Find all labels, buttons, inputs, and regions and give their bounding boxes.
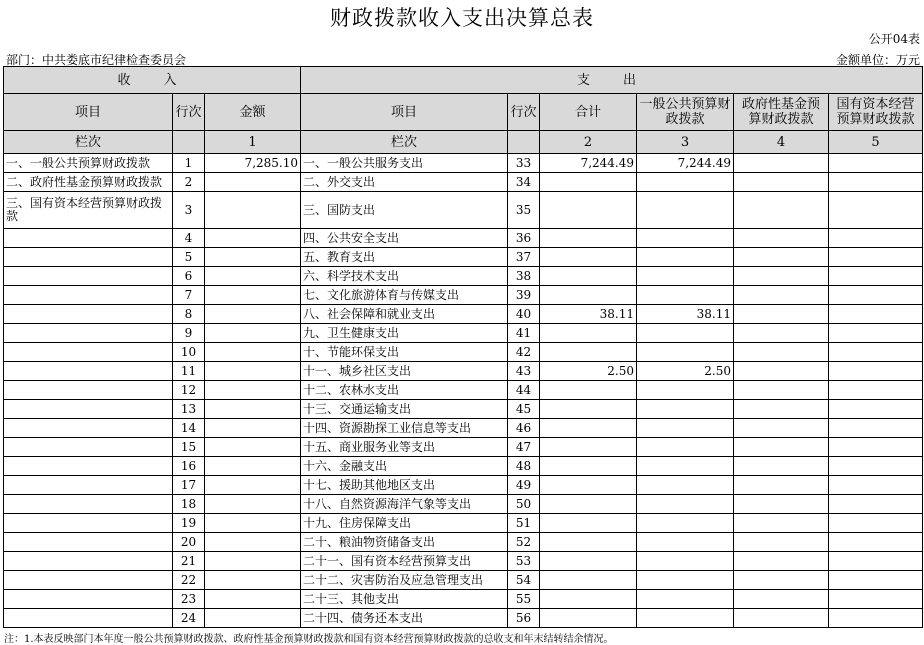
- table-row: [4, 457, 923, 476]
- state-capital-cell: [829, 571, 923, 590]
- expense-item-cell: 十、节能环保支出: [301, 343, 508, 362]
- expense-seq-cell: 46: [508, 419, 540, 438]
- general-budget-cell: [637, 400, 734, 419]
- fund-budget-cell: [734, 419, 829, 438]
- income-seq-cell: 8: [173, 305, 205, 324]
- expense-item-cell: 十二、农林水支出: [301, 381, 508, 400]
- fund-budget-cell: [734, 154, 829, 173]
- income-seq-cell: 3: [173, 192, 205, 229]
- income-item-cell: [4, 552, 173, 571]
- amount-cell: [205, 305, 301, 324]
- table-row: [4, 571, 923, 590]
- general-budget-cell: [637, 571, 734, 590]
- table-row: [4, 381, 923, 400]
- state-capital-cell: [829, 343, 923, 362]
- general-budget-cell: [637, 533, 734, 552]
- income-seq-cell: 5: [173, 248, 205, 267]
- total-cell: [540, 343, 637, 362]
- income-seq-cell: 16: [173, 457, 205, 476]
- total-cell: [540, 400, 637, 419]
- amount-cell: [205, 381, 301, 400]
- amount-cell: [205, 400, 301, 419]
- income-seq-cell: 21: [173, 552, 205, 571]
- table-row: [4, 362, 923, 381]
- table-row: [4, 590, 923, 609]
- income-item-cell: [4, 533, 173, 552]
- fund-budget-cell: [734, 514, 829, 533]
- general-budget-cell: [637, 495, 734, 514]
- expense-seq-cell: 42: [508, 343, 540, 362]
- total-header: 合计: [540, 94, 637, 131]
- state-capital-cell: [829, 192, 923, 229]
- expense-seq-cell: 36: [508, 229, 540, 248]
- income-item-cell: [4, 362, 173, 381]
- general-budget-cell: [637, 286, 734, 305]
- general-budget-cell: [637, 248, 734, 267]
- expense-seq-cell: 45: [508, 400, 540, 419]
- total-cell: [540, 571, 637, 590]
- amount-cell: [205, 248, 301, 267]
- total-cell: 7,244.49: [540, 154, 637, 173]
- income-item-cell: [4, 514, 173, 533]
- expense-item-cell: 十八、自然资源海洋气象等支出: [301, 495, 508, 514]
- state-capital-cell: [829, 286, 923, 305]
- table-row: [4, 476, 923, 495]
- state-capital-cell: [829, 173, 923, 192]
- general-budget-cell: [637, 192, 734, 229]
- total-cell: [540, 495, 637, 514]
- income-item-cell: [4, 419, 173, 438]
- expense-item-cell: 一、一般公共服务支出: [301, 154, 508, 173]
- state-capital-cell: [829, 609, 923, 628]
- table-row: [4, 286, 923, 305]
- state-capital-cell: [829, 514, 923, 533]
- income-item-cell: 二、政府性基金预算财政拨款: [4, 173, 173, 192]
- total-cell: [540, 609, 637, 628]
- income-seq-cell: 4: [173, 229, 205, 248]
- fund-budget-cell: [734, 267, 829, 286]
- expense-item-cell: 十四、资源勘探工业信息等支出: [301, 419, 508, 438]
- expense-seq-cell: 47: [508, 438, 540, 457]
- expense-seq-cell: 44: [508, 381, 540, 400]
- state-capital-cell: [829, 590, 923, 609]
- state-capital-cell: [829, 305, 923, 324]
- fund-budget-cell: [734, 476, 829, 495]
- fund-budget-cell: [734, 248, 829, 267]
- table-row: [4, 400, 923, 419]
- fund-budget-cell: [734, 362, 829, 381]
- income-item-cell: [4, 571, 173, 590]
- income-item-cell: [4, 343, 173, 362]
- col-index-blank: [508, 131, 540, 154]
- expense-item-cell: 十一、城乡社区支出: [301, 362, 508, 381]
- expense-item-cell: 五、教育支出: [301, 248, 508, 267]
- report-title: 财政拨款收入支出决算总表: [330, 6, 594, 30]
- fund-budget-header: 政府性基金预算财政拨款: [734, 94, 829, 131]
- expense-item-cell: 二十二、灾害防治及应急管理支出: [301, 571, 508, 590]
- amount-cell: [205, 438, 301, 457]
- total-cell: 38.11: [540, 305, 637, 324]
- amount-cell: [205, 173, 301, 192]
- amount-cell: [205, 571, 301, 590]
- expense-item-cell: 七、文化旅游体育与传媒支出: [301, 286, 508, 305]
- table-row: [4, 552, 923, 571]
- total-cell: [540, 457, 637, 476]
- unit-label: 金额单位：万元: [835, 53, 920, 67]
- income-item-cell: [4, 400, 173, 419]
- state-capital-cell: [829, 154, 923, 173]
- total-cell: [540, 173, 637, 192]
- state-capital-cell: [829, 457, 923, 476]
- expense-item-cell: 十三、交通运输支出: [301, 400, 508, 419]
- total-cell: [540, 552, 637, 571]
- state-capital-header: 国有资本经营预算财政拨款: [829, 94, 923, 131]
- general-budget-cell: [637, 267, 734, 286]
- state-capital-cell: [829, 438, 923, 457]
- income-seq-cell: 15: [173, 438, 205, 457]
- col-label-income: 栏次: [4, 131, 173, 154]
- expense-seq-cell: 34: [508, 173, 540, 192]
- income-seq-cell: 22: [173, 571, 205, 590]
- table-row: [4, 173, 923, 192]
- income-item-cell: [4, 457, 173, 476]
- table-row: [4, 533, 923, 552]
- state-capital-cell: [829, 267, 923, 286]
- col-index-1: 1: [205, 131, 301, 154]
- expense-item-cell: 十六、金融支出: [301, 457, 508, 476]
- expense-seq-cell: 52: [508, 533, 540, 552]
- total-cell: [540, 381, 637, 400]
- table-row: [4, 267, 923, 286]
- state-capital-cell: [829, 229, 923, 248]
- amount-cell: [205, 495, 301, 514]
- col-index-2: 2: [540, 131, 637, 154]
- col-index-4: 4: [734, 131, 829, 154]
- expense-seq-cell: 50: [508, 495, 540, 514]
- expense-item-cell: 十九、住房保障支出: [301, 514, 508, 533]
- general-budget-cell: [637, 514, 734, 533]
- expense-seq-cell: 43: [508, 362, 540, 381]
- general-budget-cell: [637, 173, 734, 192]
- table-row: [4, 192, 923, 229]
- expense-item-cell: 二、外交支出: [301, 173, 508, 192]
- general-budget-cell: [637, 552, 734, 571]
- amount-cell: [205, 324, 301, 343]
- amount-cell: [205, 192, 301, 229]
- income-seq-cell: 6: [173, 267, 205, 286]
- fund-budget-cell: [734, 286, 829, 305]
- income-seq-cell: 1: [173, 154, 205, 173]
- state-capital-cell: [829, 400, 923, 419]
- income-seq-cell: 19: [173, 514, 205, 533]
- general-budget-cell: 7,244.49: [637, 154, 734, 173]
- income-item-cell: [4, 609, 173, 628]
- expense-item-cell: 二十、粮油物资储备支出: [301, 533, 508, 552]
- total-cell: [540, 324, 637, 343]
- expense-seq-cell: 38: [508, 267, 540, 286]
- income-seq-cell: 24: [173, 609, 205, 628]
- general-budget-cell: [637, 438, 734, 457]
- expense-seq-cell: 54: [508, 571, 540, 590]
- income-item-cell: [4, 248, 173, 267]
- expense-seq-cell: 49: [508, 476, 540, 495]
- expense-item-cell: 三、国防支出: [301, 192, 508, 229]
- fund-budget-cell: [734, 192, 829, 229]
- column-header-row: [4, 94, 923, 131]
- income-item-cell: [4, 590, 173, 609]
- amount-cell: [205, 552, 301, 571]
- state-capital-cell: [829, 552, 923, 571]
- table-row: [4, 343, 923, 362]
- general-budget-cell: [637, 419, 734, 438]
- amount-cell: [205, 476, 301, 495]
- expense-seq-header: 行次: [508, 94, 540, 131]
- table-row: [4, 229, 923, 248]
- expense-item-cell: 二十一、国有资本经营预算支出: [301, 552, 508, 571]
- table-row: [4, 419, 923, 438]
- expense-header: 支 出: [301, 67, 923, 94]
- amount-header: 金额: [205, 94, 301, 131]
- total-cell: [540, 514, 637, 533]
- total-cell: [540, 192, 637, 229]
- fund-budget-cell: [734, 229, 829, 248]
- amount-cell: [205, 609, 301, 628]
- general-budget-cell: [637, 343, 734, 362]
- general-budget-cell: 38.11: [637, 305, 734, 324]
- expense-seq-cell: 41: [508, 324, 540, 343]
- expense-seq-cell: 51: [508, 514, 540, 533]
- income-item-cell: [4, 286, 173, 305]
- income-seq-cell: 12: [173, 381, 205, 400]
- col-label-expense: 栏次: [301, 131, 508, 154]
- income-seq-cell: 10: [173, 343, 205, 362]
- income-item-cell: [4, 229, 173, 248]
- fund-budget-cell: [734, 343, 829, 362]
- amount-cell: [205, 267, 301, 286]
- form-code: 公开04表: [868, 32, 920, 46]
- amount-cell: [205, 419, 301, 438]
- amount-cell: [205, 362, 301, 381]
- income-seq-cell: 20: [173, 533, 205, 552]
- fund-budget-cell: [734, 457, 829, 476]
- expense-seq-cell: 37: [508, 248, 540, 267]
- state-capital-cell: [829, 533, 923, 552]
- amount-cell: [205, 229, 301, 248]
- income-header: 收 入: [4, 67, 301, 94]
- amount-cell: [205, 533, 301, 552]
- income-item-cell: [4, 438, 173, 457]
- fund-budget-cell: [734, 609, 829, 628]
- income-seq-cell: 17: [173, 476, 205, 495]
- state-capital-cell: [829, 419, 923, 438]
- table-row: [4, 248, 923, 267]
- total-cell: [540, 438, 637, 457]
- column-index-row: [4, 131, 923, 154]
- fund-budget-cell: [734, 324, 829, 343]
- state-capital-cell: [829, 476, 923, 495]
- expense-item-cell: 四、公共安全支出: [301, 229, 508, 248]
- fund-budget-cell: [734, 590, 829, 609]
- total-cell: [540, 533, 637, 552]
- amount-cell: 7,285.10: [205, 154, 301, 173]
- col-index-blank: [173, 131, 205, 154]
- income-item-cell: [4, 381, 173, 400]
- table-row: [4, 305, 923, 324]
- general-budget-cell: 2.50: [637, 362, 734, 381]
- amount-cell: [205, 343, 301, 362]
- general-budget-cell: [637, 457, 734, 476]
- fund-budget-cell: [734, 400, 829, 419]
- table-row: [4, 154, 923, 173]
- expense-item-cell: 六、科学技术支出: [301, 267, 508, 286]
- amount-cell: [205, 286, 301, 305]
- expense-item-cell: 二十三、其他支出: [301, 590, 508, 609]
- expense-seq-cell: 53: [508, 552, 540, 571]
- income-item-cell: 一、一般公共预算财政拨款: [4, 154, 173, 173]
- table-row: [4, 438, 923, 457]
- expense-item-cell: 八、社会保障和就业支出: [301, 305, 508, 324]
- income-seq-cell: 18: [173, 495, 205, 514]
- expense-seq-cell: 55: [508, 590, 540, 609]
- table-row: [4, 609, 923, 628]
- general-budget-cell: [637, 381, 734, 400]
- amount-cell: [205, 514, 301, 533]
- income-item-cell: [4, 305, 173, 324]
- col-index-5: 5: [829, 131, 923, 154]
- amount-cell: [205, 590, 301, 609]
- expense-item-header: 项目: [301, 94, 508, 131]
- income-seq-cell: 23: [173, 590, 205, 609]
- section-header-row: [4, 67, 923, 94]
- expense-item-cell: 二十四、债务还本支出: [301, 609, 508, 628]
- state-capital-cell: [829, 248, 923, 267]
- income-item-cell: [4, 495, 173, 514]
- col-index-3: 3: [637, 131, 734, 154]
- expense-seq-cell: 35: [508, 192, 540, 229]
- general-budget-cell: [637, 229, 734, 248]
- fund-budget-cell: [734, 438, 829, 457]
- expense-seq-cell: 33: [508, 154, 540, 173]
- footnote: 注：1.本表反映部门本年度一般公共预算财政拨款、政府性基金预算财政拨款和国有资本经营预算财政拨款的总收支和年末结转结余情况。: [4, 634, 614, 645]
- income-seq-cell: 7: [173, 286, 205, 305]
- fund-budget-cell: [734, 552, 829, 571]
- fund-budget-cell: [734, 571, 829, 590]
- table-row: [4, 324, 923, 343]
- income-item-cell: [4, 267, 173, 286]
- income-seq-cell: 11: [173, 362, 205, 381]
- expense-seq-cell: 39: [508, 286, 540, 305]
- fund-budget-cell: [734, 533, 829, 552]
- total-cell: [540, 590, 637, 609]
- state-capital-cell: [829, 495, 923, 514]
- fund-budget-cell: [734, 381, 829, 400]
- table-row: [4, 514, 923, 533]
- fund-budget-cell: [734, 173, 829, 192]
- total-cell: [540, 229, 637, 248]
- expense-seq-cell: 56: [508, 609, 540, 628]
- total-cell: [540, 286, 637, 305]
- income-item-cell: 三、国有资本经营预算财政拨款: [4, 192, 173, 229]
- income-seq-cell: 14: [173, 419, 205, 438]
- general-budget-cell: [637, 590, 734, 609]
- total-cell: 2.50: [540, 362, 637, 381]
- table-row: [4, 495, 923, 514]
- income-seq-header: 行次: [173, 94, 205, 131]
- income-seq-cell: 9: [173, 324, 205, 343]
- total-cell: [540, 419, 637, 438]
- budget-table: [3, 66, 923, 628]
- expense-seq-cell: 40: [508, 305, 540, 324]
- expense-seq-cell: 48: [508, 457, 540, 476]
- fund-budget-cell: [734, 305, 829, 324]
- income-seq-cell: 2: [173, 173, 205, 192]
- total-cell: [540, 476, 637, 495]
- general-budget-cell: [637, 324, 734, 343]
- expense-item-cell: 九、卫生健康支出: [301, 324, 508, 343]
- income-item-cell: [4, 476, 173, 495]
- income-seq-cell: 13: [173, 400, 205, 419]
- department-label: 部门：中共娄底市纪律检查委员会: [6, 53, 187, 67]
- fund-budget-cell: [734, 495, 829, 514]
- income-item-header: 项目: [4, 94, 173, 131]
- state-capital-cell: [829, 362, 923, 381]
- expense-item-cell: 十七、援助其他地区支出: [301, 476, 508, 495]
- income-item-cell: [4, 324, 173, 343]
- general-budget-header: 一般公共预算财政拨款: [637, 94, 734, 131]
- total-cell: [540, 248, 637, 267]
- state-capital-cell: [829, 324, 923, 343]
- amount-cell: [205, 457, 301, 476]
- expense-item-cell: 十五、商业服务业等支出: [301, 438, 508, 457]
- state-capital-cell: [829, 381, 923, 400]
- general-budget-cell: [637, 476, 734, 495]
- total-cell: [540, 267, 637, 286]
- general-budget-cell: [637, 609, 734, 628]
